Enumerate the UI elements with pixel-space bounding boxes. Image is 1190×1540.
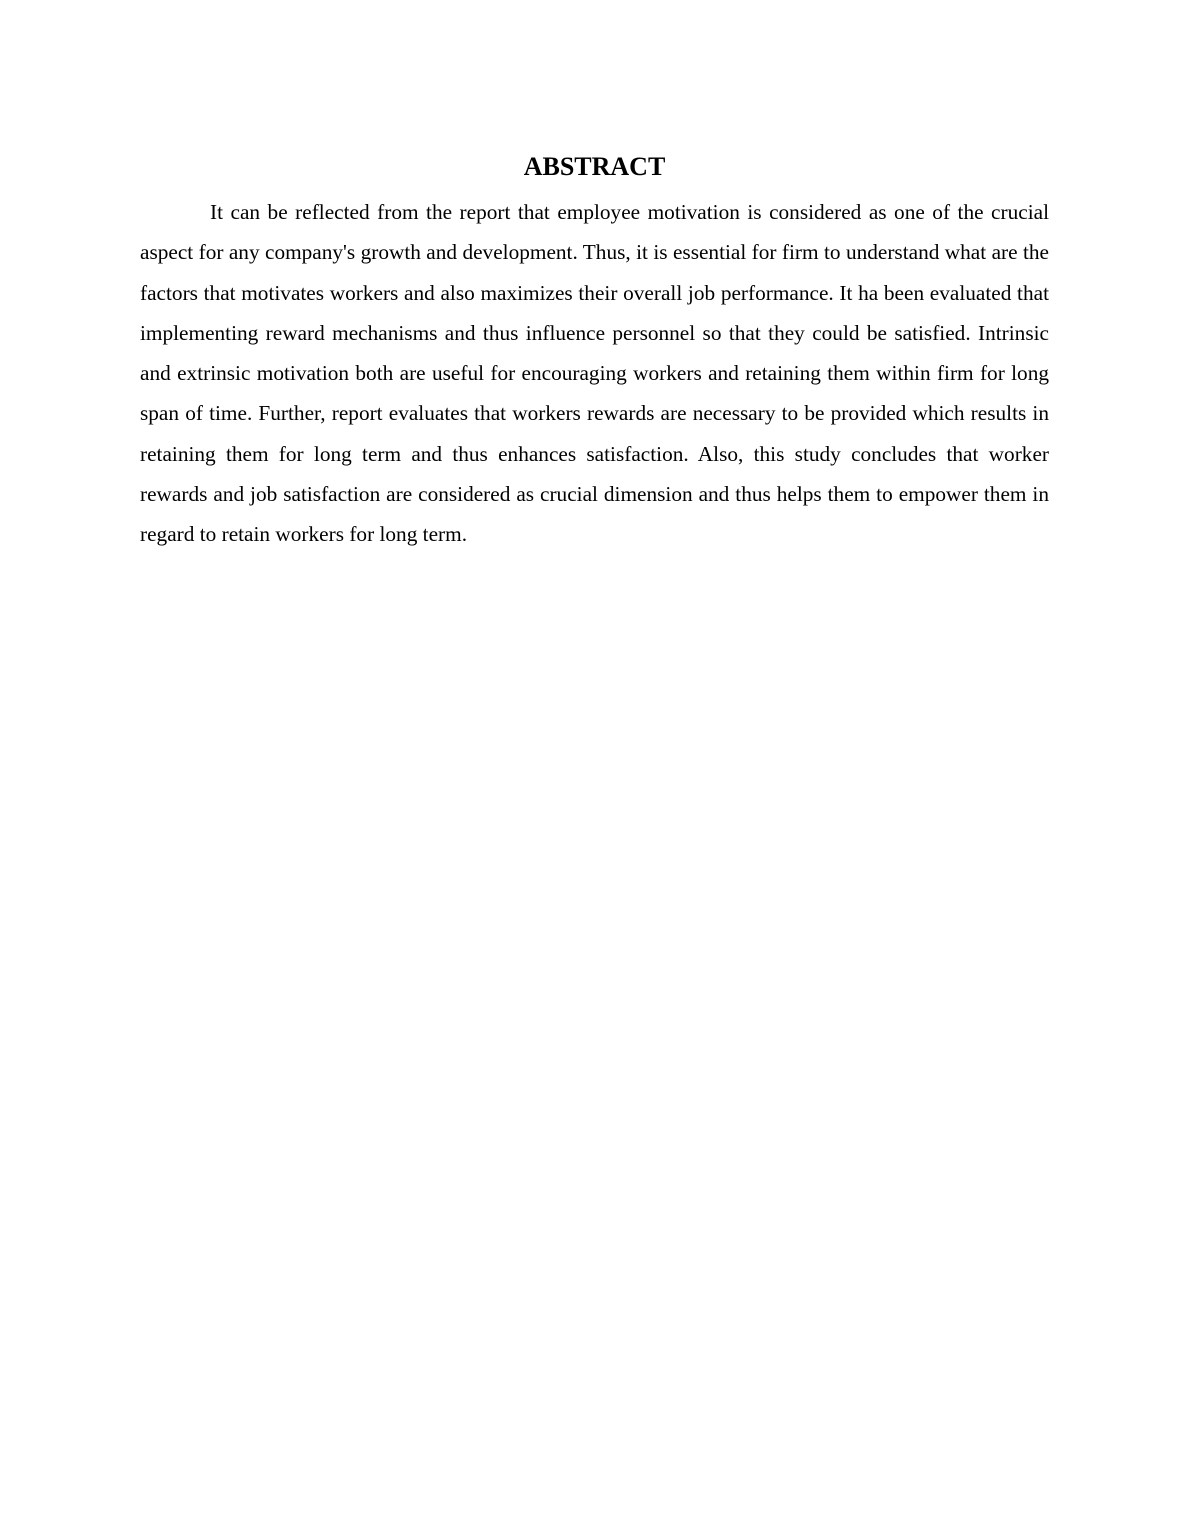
abstract-paragraph: It can be reflected from the report that employee motivation is considered as one of the crucial aspect for any company's growth and development. Thus, it is essential for firm to understand what are the factors that motivates workers and also maximizes their overall job performance. It ha been evaluated that implementing reward mechanisms and thus influence personnel so that they could be satisfied. Intrinsic and extrinsic motivation both are useful for encouraging workers and retaining them within firm for long span of time. Further, report evaluates that workers rewards are necessary to be provided which results in retaining them for long term and thus enhances satisfaction. Also, this study concludes that worker rewards and job satisfaction are considered as crucial dimension and thus helps them to empower them in regard to retain workers for long term. <box>140 200 1049 547</box>
abstract-heading: ABSTRACT <box>523 152 666 181</box>
